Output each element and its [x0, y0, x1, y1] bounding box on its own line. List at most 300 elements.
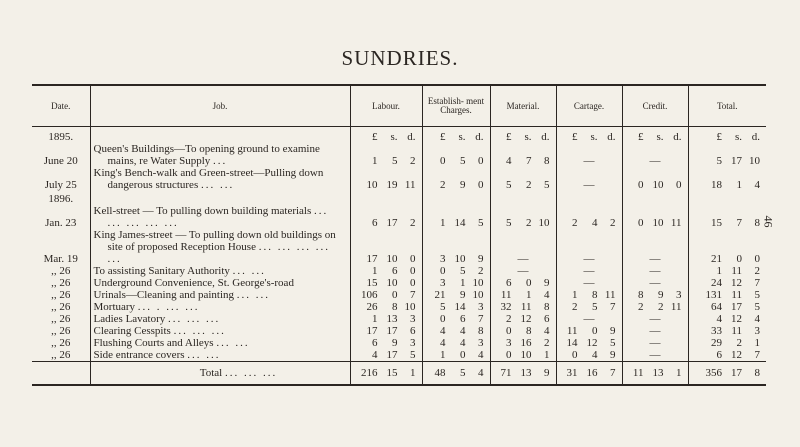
pounds-value: 14 — [566, 337, 578, 349]
empty-cell — [490, 191, 556, 205]
pence-value: 5 — [754, 289, 760, 301]
pounds-value: 2 — [572, 301, 578, 313]
shillings-value: 10 — [454, 253, 466, 265]
material-cell — [490, 167, 556, 191]
pounds-value: 17 — [366, 325, 378, 337]
pence-value: 0 — [754, 253, 760, 265]
pence-value: 5 — [754, 301, 760, 313]
pounds-value: 15 — [711, 217, 722, 229]
shillings-value: 7 — [736, 217, 742, 229]
pounds-value: 6 — [506, 277, 512, 289]
pounds-value: 1 — [372, 155, 378, 167]
pence-value: 11 — [670, 301, 682, 313]
labour-cell — [350, 337, 422, 349]
dash: — — [583, 155, 595, 167]
material-cell — [490, 265, 556, 277]
pounds-unit: £ — [716, 131, 722, 143]
total-text: Total — [199, 367, 223, 379]
pence-value: 5 — [410, 349, 416, 361]
header-row — [32, 85, 766, 127]
shillings-value: 11 — [731, 289, 742, 301]
table-row — [32, 229, 766, 265]
total-cell — [688, 167, 766, 191]
pounds-value: 31 — [566, 367, 578, 379]
pounds-value: 18 — [711, 179, 722, 191]
credit-cell — [622, 167, 688, 191]
pounds-value: 216 — [361, 367, 378, 379]
cartage-cell — [556, 337, 622, 349]
material-cell — [490, 277, 556, 289]
job-cell — [90, 167, 350, 191]
pounds-value: 1 — [572, 289, 578, 301]
pounds-value: 1 — [440, 217, 446, 229]
table-row — [32, 301, 766, 313]
pounds-value: 32 — [500, 301, 512, 313]
labour-cell — [350, 143, 422, 167]
column-header-cartage: Cartage. — [556, 85, 622, 127]
units-spacer — [90, 127, 350, 144]
pounds-value: 4 — [716, 313, 722, 325]
credit-cell — [622, 277, 688, 289]
labour-cell — [350, 289, 422, 301]
shillings-value: 11 — [731, 265, 742, 277]
dot-leader: ... ... — [232, 265, 266, 277]
shillings-value: 9 — [392, 337, 398, 349]
establishment-cell — [422, 313, 490, 325]
pence-value: 7 — [754, 277, 760, 289]
year-label: 1896. — [32, 191, 90, 205]
dot-leader: ... ... — [236, 289, 271, 301]
total-cell — [688, 229, 766, 265]
shillings-value: 6 — [460, 313, 466, 325]
pounds-value: 2 — [638, 301, 644, 313]
dash: — — [583, 265, 595, 277]
cartage-cell — [556, 167, 622, 191]
pounds-value: 0 — [572, 349, 578, 361]
date-cell: ,, 26 — [32, 277, 90, 289]
job-cell — [90, 325, 350, 337]
pounds-value: 6 — [372, 217, 378, 229]
column-header-material: Material. — [490, 85, 556, 127]
pounds-unit: £ — [506, 131, 512, 143]
material-cell — [490, 289, 556, 301]
page-title: SUNDRIES. — [341, 46, 459, 70]
dash: — — [649, 325, 661, 337]
pence-value: 4 — [754, 313, 760, 325]
pence-unit: d. — [673, 131, 682, 143]
shillings-value: 0 — [460, 349, 466, 361]
dash: — — [583, 313, 595, 325]
shillings-value: 10 — [520, 349, 532, 361]
pounds-value: 5 — [506, 217, 512, 229]
table-row — [32, 325, 766, 337]
total-cell — [688, 325, 766, 337]
pence-unit: d. — [475, 131, 484, 143]
dot-leader: ... ... ... — [173, 325, 226, 337]
shillings-value: 4 — [592, 217, 598, 229]
job-text: Urinals—Cleaning and painting — [93, 289, 235, 301]
table-row — [32, 313, 766, 325]
dash: — — [649, 337, 661, 349]
shillings-value: 5 — [392, 155, 398, 167]
shillings-value: 10 — [386, 277, 398, 289]
dot-leader: ... . ... ... — [137, 301, 200, 313]
date-cell: Jan. 23 — [32, 205, 90, 229]
pence-value: 3 — [478, 301, 484, 313]
pence-value: 4 — [754, 179, 760, 191]
dot-leader: ... ... — [187, 349, 221, 361]
pounds-value: 21 — [711, 253, 722, 265]
pence-value: 11 — [404, 179, 416, 191]
dash: — — [649, 349, 661, 361]
dot-leader: ... ... — [200, 179, 235, 191]
pence-value: 3 — [754, 325, 760, 337]
credit-cell — [622, 349, 688, 362]
year-label: 1895. — [32, 127, 90, 144]
pence-unit: d. — [751, 131, 760, 143]
empty-cell — [90, 191, 350, 205]
labour-cell — [350, 349, 422, 362]
column-header-establishment: Establish- ment Charges. — [422, 85, 490, 127]
shillings-value: 12 — [731, 313, 742, 325]
shillings-value: 8 — [592, 289, 598, 301]
pounds-value: 1 — [372, 265, 378, 277]
pounds-value: 11 — [500, 289, 512, 301]
establishment-cell — [422, 277, 490, 289]
pence-value: 8 — [754, 217, 760, 229]
total-credit-cell — [622, 362, 688, 386]
labour-cell — [350, 313, 422, 325]
pounds-value: 24 — [711, 277, 722, 289]
empty-cell — [688, 191, 766, 205]
job-text: Underground Convenience, St. George's-road — [93, 277, 294, 289]
pounds-value: 2 — [440, 179, 446, 191]
pounds-value: 6 — [372, 337, 378, 349]
pence-value: 0 — [410, 253, 416, 265]
date-cell: ,, 26 — [32, 337, 90, 349]
pence-value: 8 — [544, 301, 550, 313]
table-row — [32, 337, 766, 349]
total-cell — [688, 265, 766, 277]
pence-value: 3 — [410, 337, 416, 349]
pence-value: 10 — [472, 289, 484, 301]
establishment-cell — [422, 325, 490, 337]
material-cell — [490, 337, 556, 349]
cartage-cell — [556, 143, 622, 167]
pence-value: 10 — [749, 155, 760, 167]
dash: — — [649, 265, 661, 277]
dot-leader: ... ... ... — [168, 313, 221, 325]
pounds-value: 0 — [506, 325, 512, 337]
cartage-cell — [556, 289, 622, 301]
dash: — — [649, 313, 661, 325]
establishment-cell — [422, 229, 490, 265]
pence-value: 1 — [676, 367, 682, 379]
shillings-value: 10 — [386, 253, 398, 265]
column-header-credit: Credit. — [622, 85, 688, 127]
pence-value: 8 — [544, 155, 550, 167]
pence-value: 9 — [610, 349, 616, 361]
total-cell — [688, 301, 766, 313]
pence-value: 7 — [610, 301, 616, 313]
date-cell: ,, 26 — [32, 289, 90, 301]
dash: — — [517, 265, 529, 277]
shillings-value: 17 — [386, 325, 398, 337]
material-cell — [490, 143, 556, 167]
labour-cell — [350, 167, 422, 191]
table-row — [32, 167, 766, 191]
shillings-value: 2 — [736, 337, 742, 349]
pounds-value: 26 — [366, 301, 378, 313]
empty-cell — [556, 191, 622, 205]
dash: — — [649, 155, 661, 167]
pence-value: 7 — [478, 313, 484, 325]
pence-value: 0 — [410, 277, 416, 289]
dash: — — [583, 253, 595, 265]
material-cell — [490, 301, 556, 313]
shillings-value: 8 — [392, 301, 398, 313]
pounds-value: 4 — [372, 349, 378, 361]
credit-cell — [622, 143, 688, 167]
shillings-value: 2 — [658, 301, 664, 313]
pounds-value: 4 — [440, 325, 446, 337]
shillings-value: 5 — [460, 265, 466, 277]
labour-cell — [350, 229, 422, 265]
pence-value: 2 — [478, 265, 484, 277]
empty-cell — [622, 191, 688, 205]
job-text: Kell-street — To pulling down building materials — [93, 205, 312, 217]
pence-value: 4 — [544, 325, 550, 337]
shillings-value: 1 — [736, 179, 742, 191]
establishment-cell — [422, 167, 490, 191]
job-cell — [90, 313, 350, 325]
credit-cell — [622, 229, 688, 265]
job-text: To assisting Sanitary Authority — [93, 265, 230, 277]
labour-cell — [350, 325, 422, 337]
total-establishment-cell — [422, 362, 490, 386]
shillings-value: 13 — [386, 313, 398, 325]
cartage-cell — [556, 301, 622, 313]
shillings-value: 0 — [392, 289, 398, 301]
date-cell: June 20 — [32, 143, 90, 167]
shillings-value: 17 — [731, 301, 742, 313]
shillings-value: 13 — [520, 367, 532, 379]
pounds-value: 106 — [361, 289, 378, 301]
pence-value: 3 — [478, 337, 484, 349]
units-credit — [622, 127, 688, 144]
total-labour-cell — [350, 362, 422, 386]
establishment-cell — [422, 265, 490, 277]
labour-cell — [350, 265, 422, 277]
job-cell — [90, 289, 350, 301]
shillings-value: 15 — [386, 367, 398, 379]
pounds-value: 0 — [440, 155, 446, 167]
pounds-value: 64 — [711, 301, 722, 313]
pounds-unit: £ — [638, 131, 644, 143]
material-cell — [490, 205, 556, 229]
shillings-unit: s. — [734, 131, 742, 143]
units-total — [688, 127, 766, 144]
shillings-value: 4 — [460, 325, 466, 337]
pounds-value: 3 — [506, 337, 512, 349]
shillings-value: 0 — [526, 277, 532, 289]
shillings-value: 13 — [652, 367, 664, 379]
credit-cell — [622, 313, 688, 325]
table-row — [32, 265, 766, 277]
shillings-value: 5 — [592, 301, 598, 313]
pounds-value: 5 — [716, 155, 722, 167]
shillings-value: 4 — [592, 349, 598, 361]
pence-value: 6 — [544, 313, 550, 325]
credit-cell — [622, 325, 688, 337]
job-cell — [90, 229, 350, 265]
pounds-value: 131 — [705, 289, 722, 301]
shillings-value: 14 — [454, 217, 466, 229]
pence-unit: d. — [541, 131, 550, 143]
shillings-value: 2 — [526, 179, 532, 191]
pence-value: 0 — [478, 155, 484, 167]
pence-value: 5 — [478, 217, 484, 229]
total-label — [90, 362, 350, 386]
empty-cell — [32, 362, 90, 386]
dot-leader: ... ... ... ... ... — [107, 205, 329, 229]
units-establishment — [422, 127, 490, 144]
pounds-value: 48 — [434, 367, 446, 379]
pounds-value: 4 — [506, 155, 512, 167]
shillings-value: 16 — [520, 337, 532, 349]
pounds-value: 0 — [440, 265, 446, 277]
pence-value: 8 — [478, 325, 484, 337]
pence-unit: d. — [407, 131, 416, 143]
pence-value: 10 — [538, 217, 550, 229]
shillings-value: 10 — [652, 179, 664, 191]
shillings-value: 0 — [592, 325, 598, 337]
shillings-value: 7 — [526, 155, 532, 167]
dot-leader: ... ... — [216, 337, 250, 349]
total-cell — [688, 337, 766, 349]
units-row — [32, 127, 766, 144]
job-cell — [90, 277, 350, 289]
date-cell: ,, 26 — [32, 301, 90, 313]
shillings-unit: s. — [524, 131, 532, 143]
establishment-cell — [422, 143, 490, 167]
establishment-cell — [422, 301, 490, 313]
pence-value: 0 — [410, 265, 416, 277]
pence-value: 2 — [410, 217, 416, 229]
job-text: Clearing Cesspits — [93, 325, 171, 337]
shillings-value: 9 — [460, 289, 466, 301]
cartage-cell — [556, 349, 622, 362]
job-cell — [90, 337, 350, 349]
pence-value: 11 — [670, 217, 682, 229]
shillings-value: 8 — [526, 325, 532, 337]
shillings-value: 12 — [520, 313, 532, 325]
pence-value: 1 — [410, 367, 416, 379]
table-row — [32, 277, 766, 289]
shillings-unit: s. — [656, 131, 664, 143]
total-cell — [688, 289, 766, 301]
pounds-value: 356 — [705, 367, 722, 379]
empty-cell — [422, 191, 490, 205]
pounds-value: 11 — [632, 367, 644, 379]
pounds-value: 2 — [506, 313, 512, 325]
shillings-value: 9 — [460, 179, 466, 191]
empty-cell — [350, 191, 422, 205]
pounds-value: 4 — [440, 337, 446, 349]
pence-value: 0 — [478, 179, 484, 191]
pounds-value: 3 — [440, 277, 446, 289]
shillings-value: 2 — [526, 217, 532, 229]
pence-unit: d. — [607, 131, 616, 143]
pounds-value: 21 — [434, 289, 446, 301]
pounds-value: 3 — [440, 253, 446, 265]
job-text: Mortuary — [93, 301, 136, 313]
pounds-value: 11 — [566, 325, 578, 337]
dash: — — [517, 253, 529, 265]
sundries-table — [32, 84, 766, 386]
pounds-value: 0 — [440, 313, 446, 325]
pence-value: 4 — [478, 349, 484, 361]
pounds-value: 15 — [366, 277, 378, 289]
total-material-cell — [490, 362, 556, 386]
labour-cell — [350, 277, 422, 289]
date-cell: ,, 26 — [32, 265, 90, 277]
pounds-value: 5 — [440, 301, 446, 313]
cartage-cell — [556, 277, 622, 289]
pounds-value: 29 — [711, 337, 722, 349]
material-cell — [490, 229, 556, 265]
date-cell: July 25 — [32, 167, 90, 191]
shillings-value: 17 — [731, 367, 742, 379]
pence-value: 5 — [544, 179, 550, 191]
date-cell: ,, 26 — [32, 313, 90, 325]
pence-value: 6 — [410, 325, 416, 337]
shillings-value: 10 — [652, 217, 664, 229]
pounds-value: 6 — [716, 349, 722, 361]
credit-cell — [622, 301, 688, 313]
pence-value: 5 — [610, 337, 616, 349]
pence-value: 7 — [610, 367, 616, 379]
total-cell — [688, 349, 766, 362]
pounds-value: 0 — [506, 349, 512, 361]
shillings-value: 17 — [386, 349, 398, 361]
pounds-value: 1 — [440, 349, 446, 361]
pence-value: 9 — [610, 325, 616, 337]
shillings-value: 6 — [392, 265, 398, 277]
units-cartage — [556, 127, 622, 144]
credit-cell — [622, 289, 688, 301]
job-text: King James-street — To pulling down old buildings on site of proposed Reception House — [93, 229, 336, 253]
table-row — [32, 349, 766, 362]
shillings-value: 12 — [586, 337, 598, 349]
pence-value: 0 — [676, 179, 682, 191]
pence-value: 9 — [478, 253, 484, 265]
pounds-value: 1 — [716, 265, 722, 277]
dash: — — [649, 277, 661, 289]
pounds-unit: £ — [572, 131, 578, 143]
establishment-cell — [422, 337, 490, 349]
shillings-value: 1 — [460, 277, 466, 289]
pence-value: 4 — [544, 289, 550, 301]
job-cell — [90, 205, 350, 229]
date-cell: Mar. 19 — [32, 229, 90, 265]
pounds-value: 5 — [506, 179, 512, 191]
pence-value: 2 — [544, 337, 550, 349]
pence-value: 7 — [754, 349, 760, 361]
job-cell — [90, 301, 350, 313]
job-cell — [90, 349, 350, 362]
total-cell — [688, 205, 766, 229]
